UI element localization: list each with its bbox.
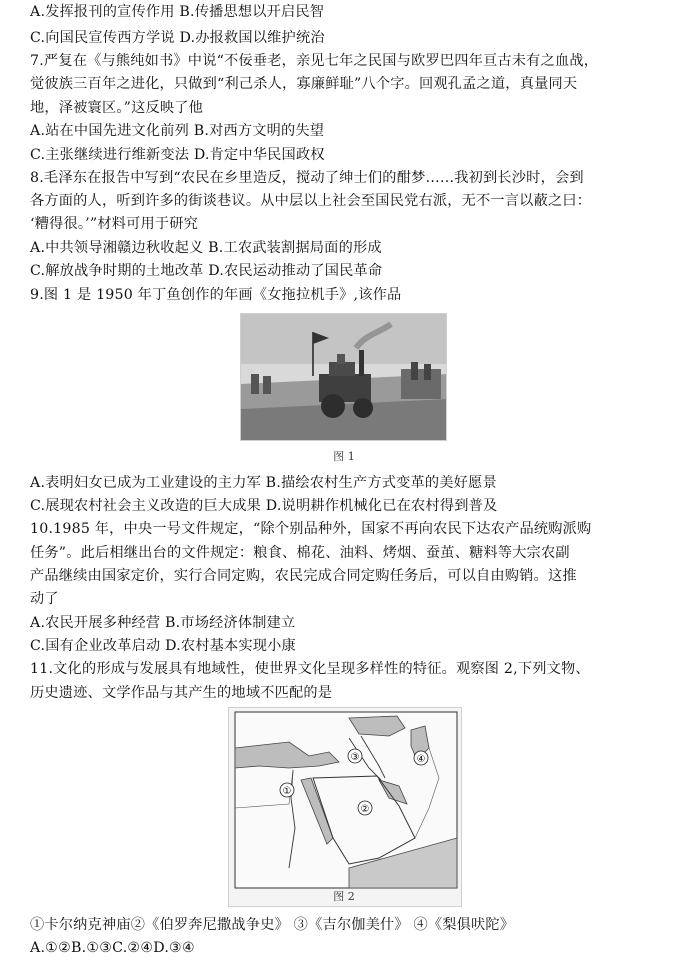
q7-options-line-1: A.站在中国先进文化前列 B.对西方文明的失望: [30, 123, 325, 139]
figure-1-caption: 图 1: [333, 450, 355, 463]
map-label-4: ④: [416, 754, 426, 765]
figure-2-caption: 图 2: [333, 890, 355, 903]
q10-stem-line-3: 产品继续由国家定价，实行合同定购，农民完成合同定购任务后，可以自由购销。这推: [30, 568, 577, 584]
q7-options-line-2: C.主张继续进行维新变法 D.肯定中华民国政权: [30, 147, 325, 163]
q8-stem-line-2: 各方面的人，听到许多的街谈巷议。从中层以上社会至国民党右派，无不一言以蔽之曰：: [30, 193, 592, 209]
figure-2-map: [228, 707, 462, 907]
map-label-3: ③: [350, 752, 360, 763]
q8-options-line-1: A.中共领导湘赣边秋收起义 B.工农武装割据局面的形成: [30, 240, 382, 256]
figure-2-map-artwork: [229, 708, 462, 907]
q10-options-line-2: C.国有企业改革启动 D.农村基本实现小康: [30, 638, 296, 654]
figure-1-artwork: [241, 314, 447, 441]
q7-stem-line-3: 地，泽被寰区。”这反映了他: [30, 100, 204, 116]
q9-options-line-2: C.展现农村社会主义改造的巨大成果 D.说明耕作机械化已在农村得到普及: [30, 498, 498, 514]
q8-stem-line-1: 8.毛泽东在报告中写到“农民在乡里造反，搅动了绅士们的酣梦……我初到长沙时，会到: [30, 170, 584, 186]
q11-stem-line-2: 历史遗迹、文学作品与其产生的地域不匹配的是: [30, 685, 333, 701]
q8-options-line-2: C.解放战争时期的土地改革 D.农民运动推动了国民革命: [30, 263, 383, 279]
q10-stem-line-4: 动了: [30, 591, 59, 607]
q10-options-line-1: A.农民开展多种经营 B.市场经济体制建立: [30, 615, 296, 631]
q6-options-line-1: A.发挥报刊的宣传作用 B.传播思想以开启民智: [30, 4, 325, 20]
q11-stem-line-1: 11.文化的形成与发展具有地域性，使世界文化呈现多样性的特征。观察图 2,下列文物、: [30, 661, 590, 677]
q6-options-line-2: C.向国民宣传西方学说 D.办报救国以维护统治: [30, 30, 325, 46]
map-label-2: ②: [360, 804, 370, 815]
q7-stem-line-1: 7.严复在《与熊纯如书》中说“不佞垂老，亲见七年之民国与欧罗巴四年亘古未有之血战，: [30, 53, 599, 69]
q10-stem-line-2: 任务”。此后相继出台的文件规定：粮食、棉花、油料、烤烟、蚕茧、糖料等大宗农副: [30, 545, 570, 561]
q10-stem-line-1: 10.1985 年，中央一号文件规定，“除个别品种外，国家不再向农民下达农产品统购派购: [30, 521, 592, 537]
q7-stem-line-2: 觉彼族三百年之进化，只做到“利己杀人，寡廉鲜耻”八个字。回观孔孟之道，真量同天: [30, 76, 578, 92]
map-label-1: ①: [282, 786, 292, 797]
q11-answers-line: A.①②B.①③C.②④D.③④: [30, 940, 195, 956]
q9-stem-line-1: 9.图 1 是 1950 年丁鱼创作的年画《女拖拉机手》,该作品: [30, 287, 402, 303]
q9-options-line-1: A.表明妇女已成为工业建设的主力军 B.描绘农村生产方式变革的美好愿景: [30, 475, 497, 491]
q8-stem-line-3: ‘糟得很。’”材料可用于研究: [30, 216, 199, 232]
figure-1-tractor-painting: [240, 313, 447, 441]
q11-items-line: ①卡尔纳克神庙②《伯罗奔尼撒战争史》 ③《吉尔伽美什》 ④《梨俱吠陀》: [30, 917, 515, 933]
